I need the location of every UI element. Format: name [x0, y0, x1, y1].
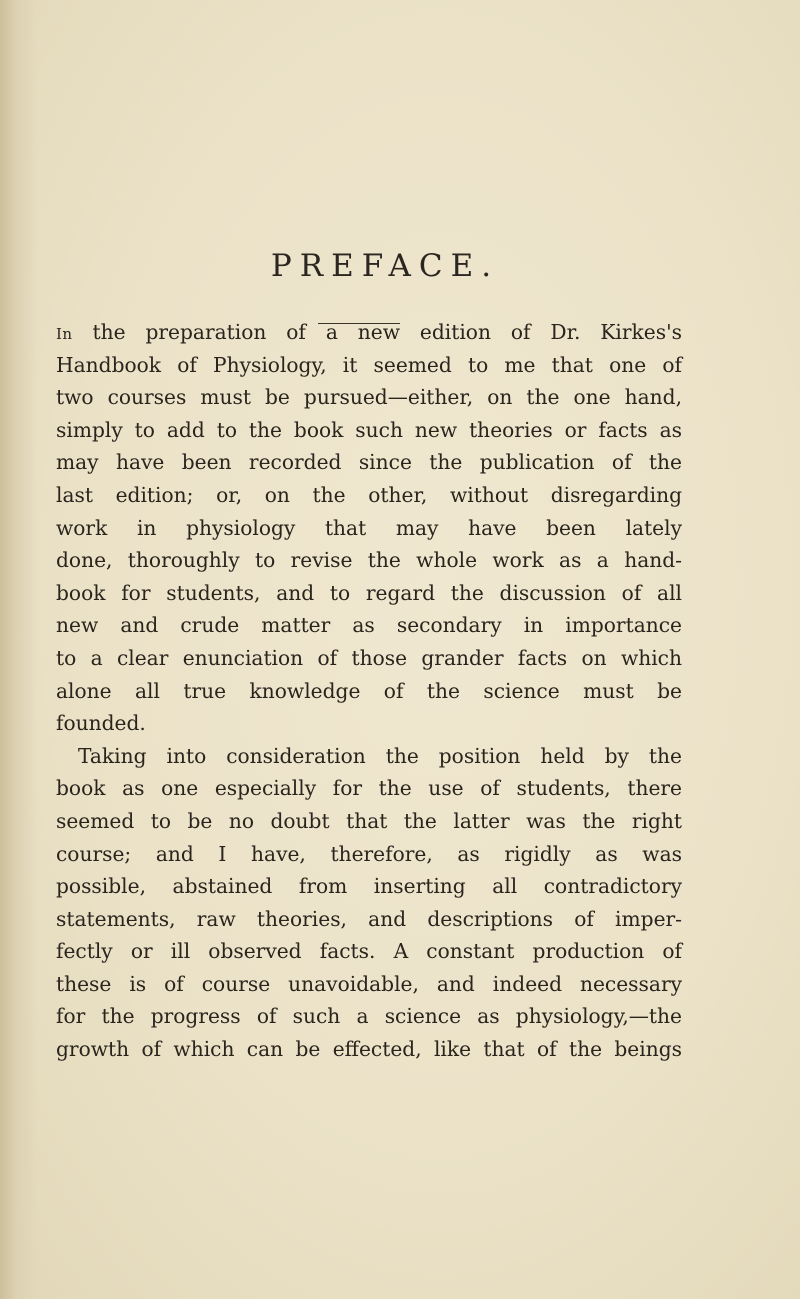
text-line: new and crude matter as secondary in importance — [56, 613, 682, 638]
text-line: done, thoroughly to revise the whole work as a hand- — [56, 548, 682, 573]
text-line: these is of course unavoidable, and indeed necessary — [56, 971, 682, 996]
page-gutter-shadow — [0, 0, 38, 1299]
text-line: book as one especially for the use of students, there — [56, 776, 682, 801]
text-line: founded. — [56, 711, 146, 736]
text-line: course; and I have, therefore, as rigidly as was — [56, 841, 682, 866]
text-line: alone all true knowledge of the science must be — [56, 678, 682, 703]
line-text: the preparation of a new edition of Dr. Kirkes's — [72, 320, 682, 344]
text-line: seemed to be no doubt that the latter was the right — [56, 808, 682, 833]
paragraph-1 — [56, 316, 682, 740]
text-line: fectly or ill observed facts. A constant production of — [56, 939, 682, 964]
paragraph-2 — [56, 740, 682, 1066]
body-text — [56, 316, 682, 1066]
text-line: Taking into consideration the position held by the — [78, 743, 682, 768]
dropcap-word: In — [56, 325, 73, 343]
text-line: possible, abstained from inserting all contradictory — [56, 874, 682, 899]
text-line: simply to add to the book such new theories or facts as — [56, 417, 682, 442]
text-line: may have been recorded since the publication of the — [56, 450, 682, 475]
text-line: for the progress of such a science as physiology,—the — [56, 1004, 682, 1029]
text-line: book for students, and to regard the discussion of all — [56, 580, 682, 605]
text-line: two courses must be pursued—either, on the one hand, — [56, 385, 682, 410]
page-title: PREFACE. — [270, 248, 500, 284]
text-line: statements, raw theories, and descriptions of imper- — [56, 906, 682, 931]
text-line: last edition; or, on the other, without disregarding — [56, 482, 682, 507]
text-line: work in physiology that may have been lately — [56, 515, 682, 540]
text-line — [56, 316, 682, 349]
text-line: growth of which can be effected, like that of the beings — [56, 1037, 682, 1062]
text-line: to a clear enunciation of those grander facts on which — [56, 645, 682, 670]
text-line: Handbook of Physiology, it seemed to me that one of — [56, 352, 682, 377]
